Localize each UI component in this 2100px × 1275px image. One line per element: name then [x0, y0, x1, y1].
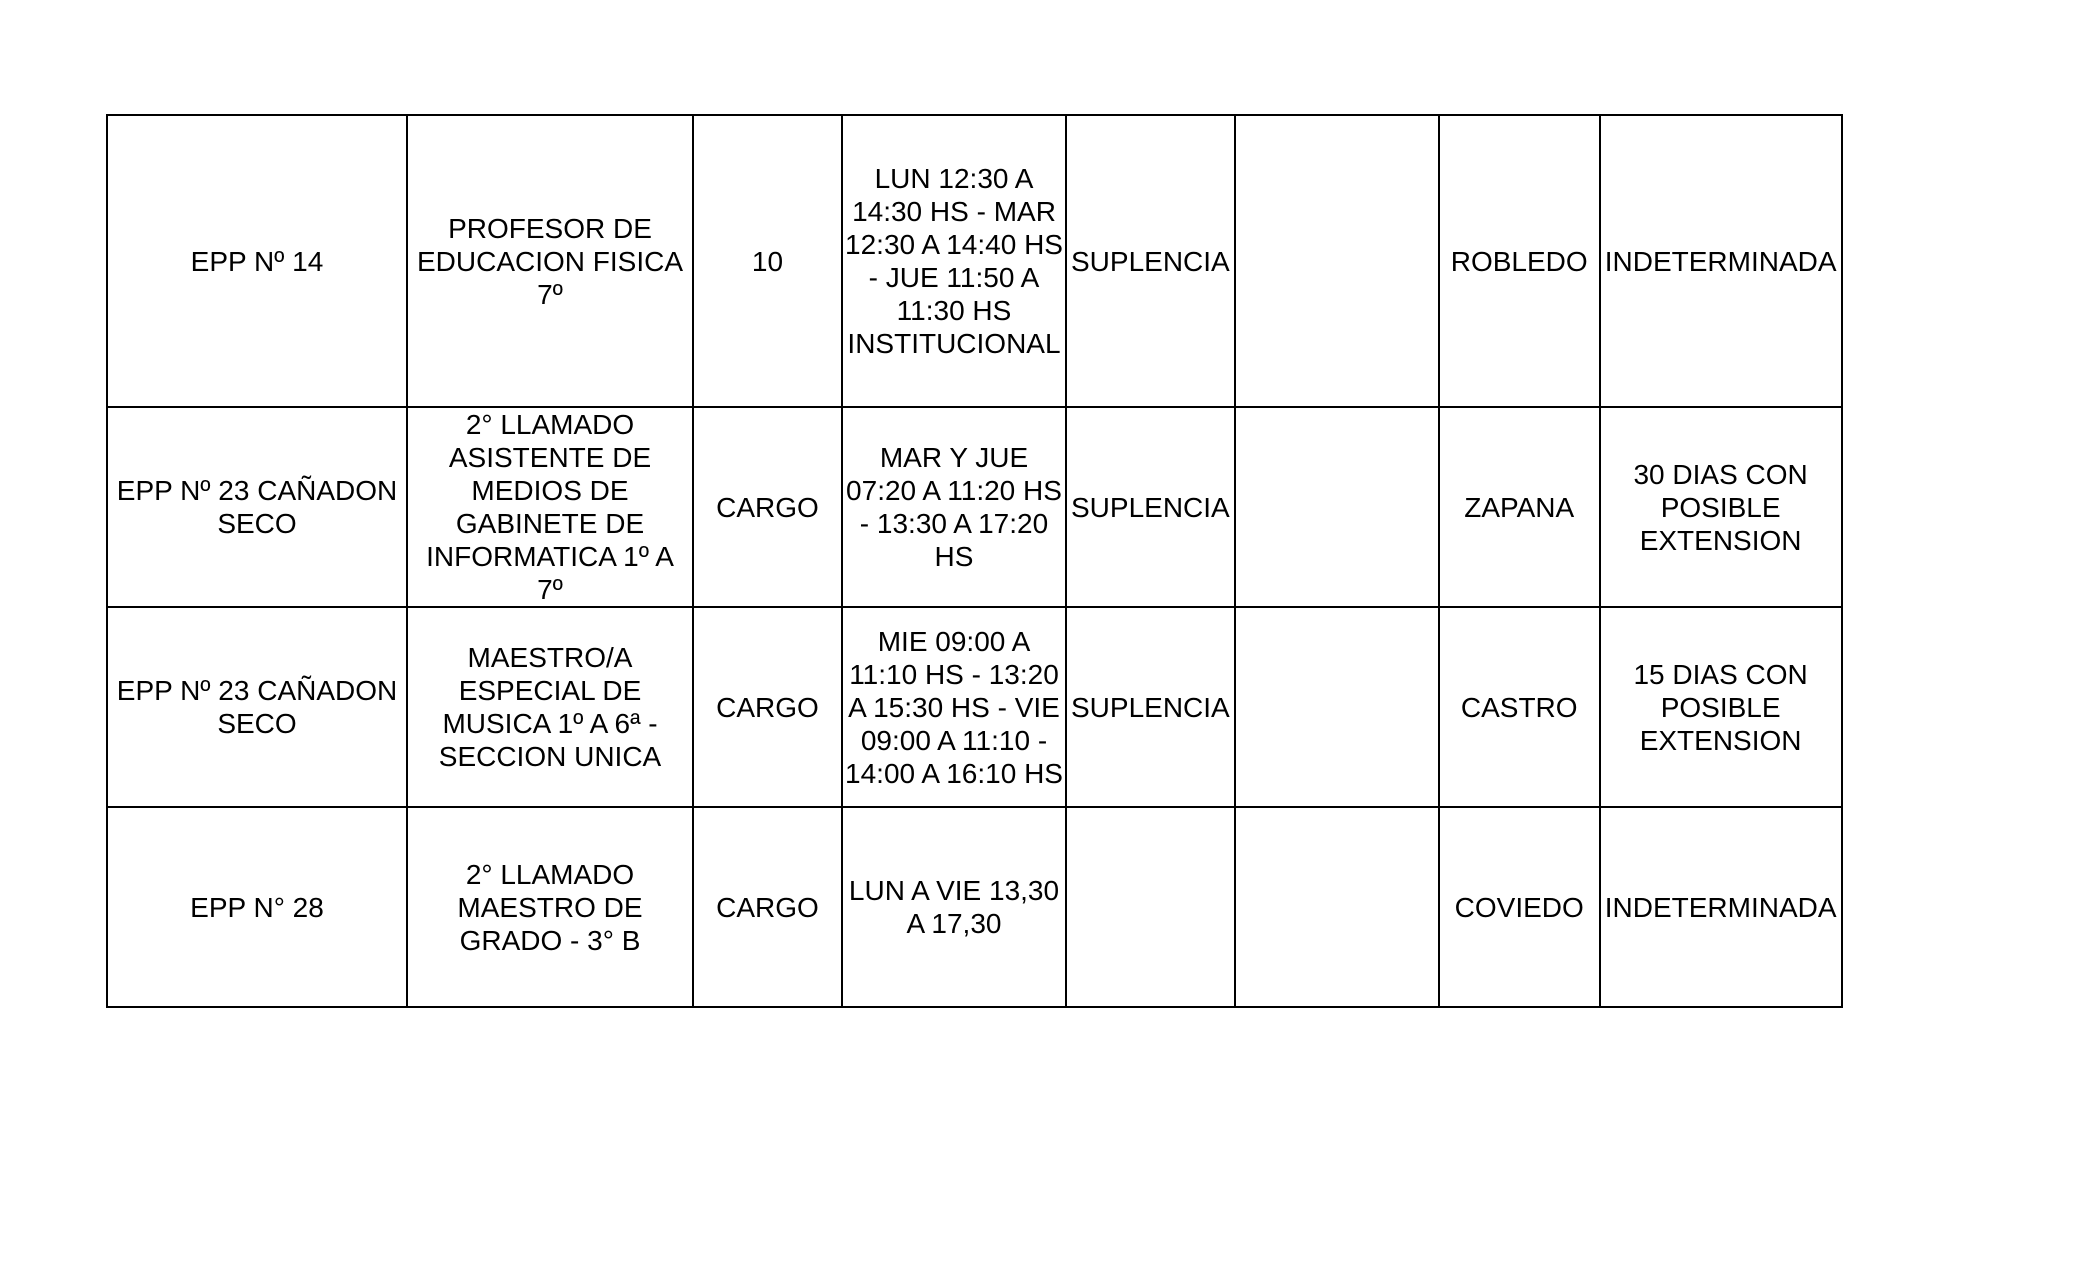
duration-cell: 15 DIAS CON POSIBLE EXTENSION: [1600, 607, 1842, 807]
empty-cell: [1235, 607, 1439, 807]
table-row: [107, 807, 1842, 1007]
schedule-cell: MIE 09:00 A 11:10 HS - 13:20 A 15:30 HS - VIE 09:00 A 11:10 - 14:00 A 16:10 HS: [842, 607, 1066, 807]
teacher-cell: CASTRO: [1439, 607, 1600, 807]
status-cell: SUPLENCIA: [1066, 607, 1235, 807]
status-cell: SUPLENCIA: [1066, 115, 1235, 407]
teacher-cell: ZAPANA: [1439, 407, 1600, 607]
vacancies-table: [106, 114, 1843, 1008]
teacher-cell: ROBLEDO: [1439, 115, 1600, 407]
table-row: [107, 407, 1842, 607]
school-cell: EPP Nº 14: [107, 115, 407, 407]
hours-cell: CARGO: [693, 607, 842, 807]
schedule-cell: LUN 12:30 A 14:30 HS - MAR 12:30 A 14:40 HS - JUE 11:50 A 11:30 HS INSTITUCIONAL: [842, 115, 1066, 407]
empty-cell: [1235, 115, 1439, 407]
hours-cell: 10: [693, 115, 842, 407]
position-cell: PROFESOR DE EDUCACION FISICA 7º: [407, 115, 693, 407]
empty-cell: [1235, 407, 1439, 607]
duration-cell: 30 DIAS CON POSIBLE EXTENSION: [1600, 407, 1842, 607]
school-cell: EPP Nº 23 CAÑADON SECO: [107, 407, 407, 607]
schedule-cell: MAR Y JUE 07:20 A 11:20 HS - 13:30 A 17:20 HS: [842, 407, 1066, 607]
status-cell: SUPLENCIA: [1066, 407, 1235, 607]
school-cell: EPP Nº 23 CAÑADON SECO: [107, 607, 407, 807]
table-row: [107, 115, 1842, 407]
table-row: [107, 607, 1842, 807]
duration-cell: INDETERMINADA: [1600, 807, 1842, 1007]
status-cell: [1066, 807, 1235, 1007]
position-cell: MAESTRO/A ESPECIAL DE MUSICA 1º A 6ª - SECCION UNICA: [407, 607, 693, 807]
hours-cell: CARGO: [693, 407, 842, 607]
schedule-cell: LUN A VIE 13,30 A 17,30: [842, 807, 1066, 1007]
position-cell: 2° LLAMADO MAESTRO DE GRADO - 3° B: [407, 807, 693, 1007]
empty-cell: [1235, 807, 1439, 1007]
teacher-cell: COVIEDO: [1439, 807, 1600, 1007]
position-cell: 2° LLAMADO ASISTENTE DE MEDIOS DE GABINETE DE INFORMATICA 1º A 7º: [407, 407, 693, 607]
duration-cell: INDETERMINADA: [1600, 115, 1842, 407]
school-cell: EPP N° 28: [107, 807, 407, 1007]
hours-cell: CARGO: [693, 807, 842, 1007]
